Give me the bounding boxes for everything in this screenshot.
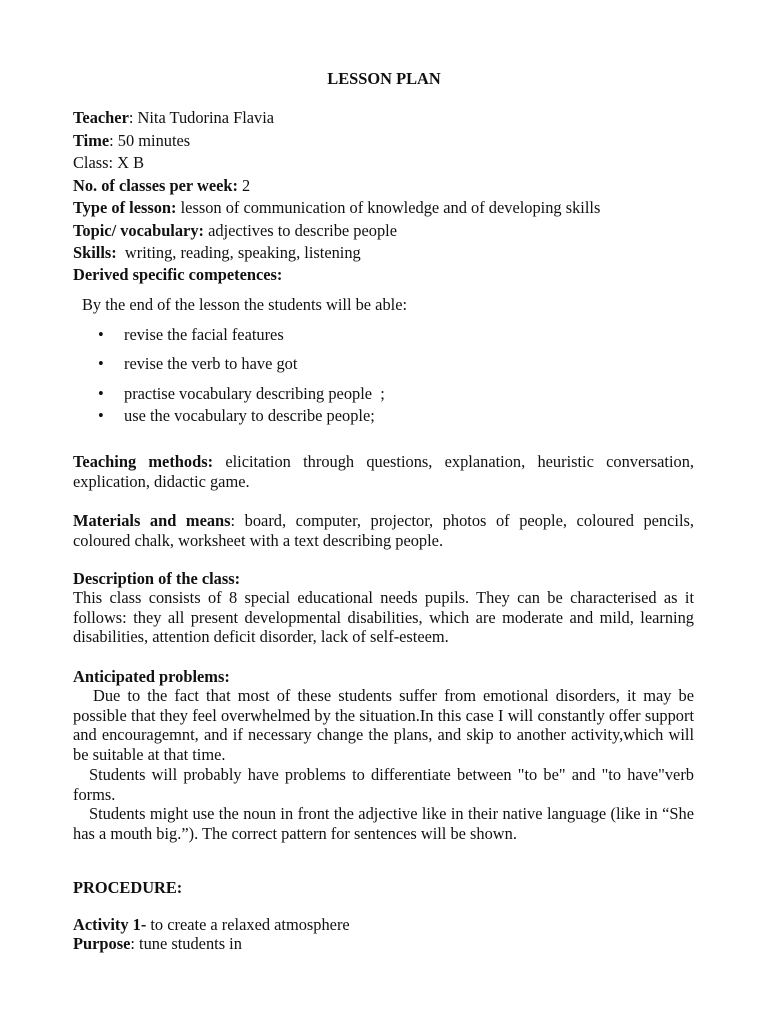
materials-text: : board, computer, projector, photos of people, coloured pencils, coloured chalk, worksheet with a text describing people. <box>73 511 694 550</box>
topic-line <box>73 221 397 241</box>
competences-heading: Derived specific competences: <box>73 265 283 284</box>
anticipated-paragraph-2: Students will probably have problems to differentiate between "to be" and "to have"verb forms. <box>73 765 694 804</box>
description-paragraph: This class consists of 8 special educational needs pupils. They can be characterised as it follows: they all present developmental disabilities, which are moderate and mild, learning disabilities, attention deficit disorder, lack of self-esteem. <box>73 588 694 646</box>
teacher-value: : Nita Tudorina Flavia <box>128 108 275 127</box>
teaching-methods-label: Teaching methods: <box>73 452 214 471</box>
type-of-lesson-value: lesson of communication of knowledge and of developing skills <box>176 198 601 217</box>
activity-line <box>73 915 350 935</box>
list-item <box>98 384 385 404</box>
skills-value: writing, reading, speaking, listening <box>116 243 361 262</box>
skills-line <box>73 243 361 263</box>
purpose-value: : tune students in <box>130 934 242 953</box>
type-of-lesson-label: Type of lesson: <box>73 198 177 217</box>
topic-value: adjectives to describe people <box>204 221 397 240</box>
description-heading: Description of the class: <box>73 569 241 588</box>
time-label: Time <box>73 131 110 150</box>
skills-label: Skills: <box>73 243 117 262</box>
classes-per-week-label: No. of classes per week: <box>73 176 238 195</box>
anticipated-problems-heading: Anticipated problems: <box>73 667 230 686</box>
list-item-text: revise the facial features <box>124 325 284 344</box>
classes-per-week-value: 2 <box>237 176 251 195</box>
teacher-line <box>73 108 274 128</box>
activity-value: to create a relaxed atmosphere <box>146 915 350 934</box>
materials-paragraph <box>73 511 694 550</box>
bullet-icon: • <box>98 384 104 403</box>
teaching-methods-text: elicitation through questions, explanation, heuristic conversation, explication, didactic game. <box>73 452 694 491</box>
list-item <box>98 406 375 426</box>
time-value: : 50 minutes <box>109 131 191 150</box>
page-title: LESSON PLAN <box>327 69 441 88</box>
list-item-text: practise vocabulary describing people ; <box>124 384 385 403</box>
materials-label: Materials and means <box>73 511 231 530</box>
list-item <box>98 325 284 345</box>
list-item <box>98 354 297 374</box>
procedure-heading: PROCEDURE: <box>73 878 183 897</box>
purpose-line <box>73 934 242 954</box>
anticipated-paragraph-1: Due to the fact that most of these students suffer from emotional disorders, it may be possible that they feel overwhelmed by the situation.In this case I will constantly offer support and encouragemnt, and if necessary change the plans, and skip to another activity,which will be suitable at that time. <box>73 686 694 764</box>
topic-label: Topic/ vocabulary: <box>73 221 204 240</box>
activity-label: Activity 1- <box>73 915 147 934</box>
teacher-label: Teacher <box>73 108 129 127</box>
list-item-text: use the vocabulary to describe people; <box>124 406 375 425</box>
classes-per-week-line <box>73 176 250 196</box>
bullet-icon: • <box>98 406 104 425</box>
teaching-methods-paragraph <box>73 452 694 491</box>
class-line: Class: X B <box>73 153 145 172</box>
bullet-icon: • <box>98 354 104 373</box>
competences-intro: By the end of the lesson the students will be able: <box>82 295 408 314</box>
type-of-lesson-line <box>73 198 600 218</box>
purpose-label: Purpose <box>73 934 131 953</box>
list-item-text: revise the verb to have got <box>124 354 298 373</box>
anticipated-paragraph-3: Students might use the noun in front the adjective like in their native language (like in “She has a mouth big.”). The correct pattern for sentences will be shown. <box>73 804 694 843</box>
time-line <box>73 131 190 151</box>
bullet-icon: • <box>98 325 104 344</box>
